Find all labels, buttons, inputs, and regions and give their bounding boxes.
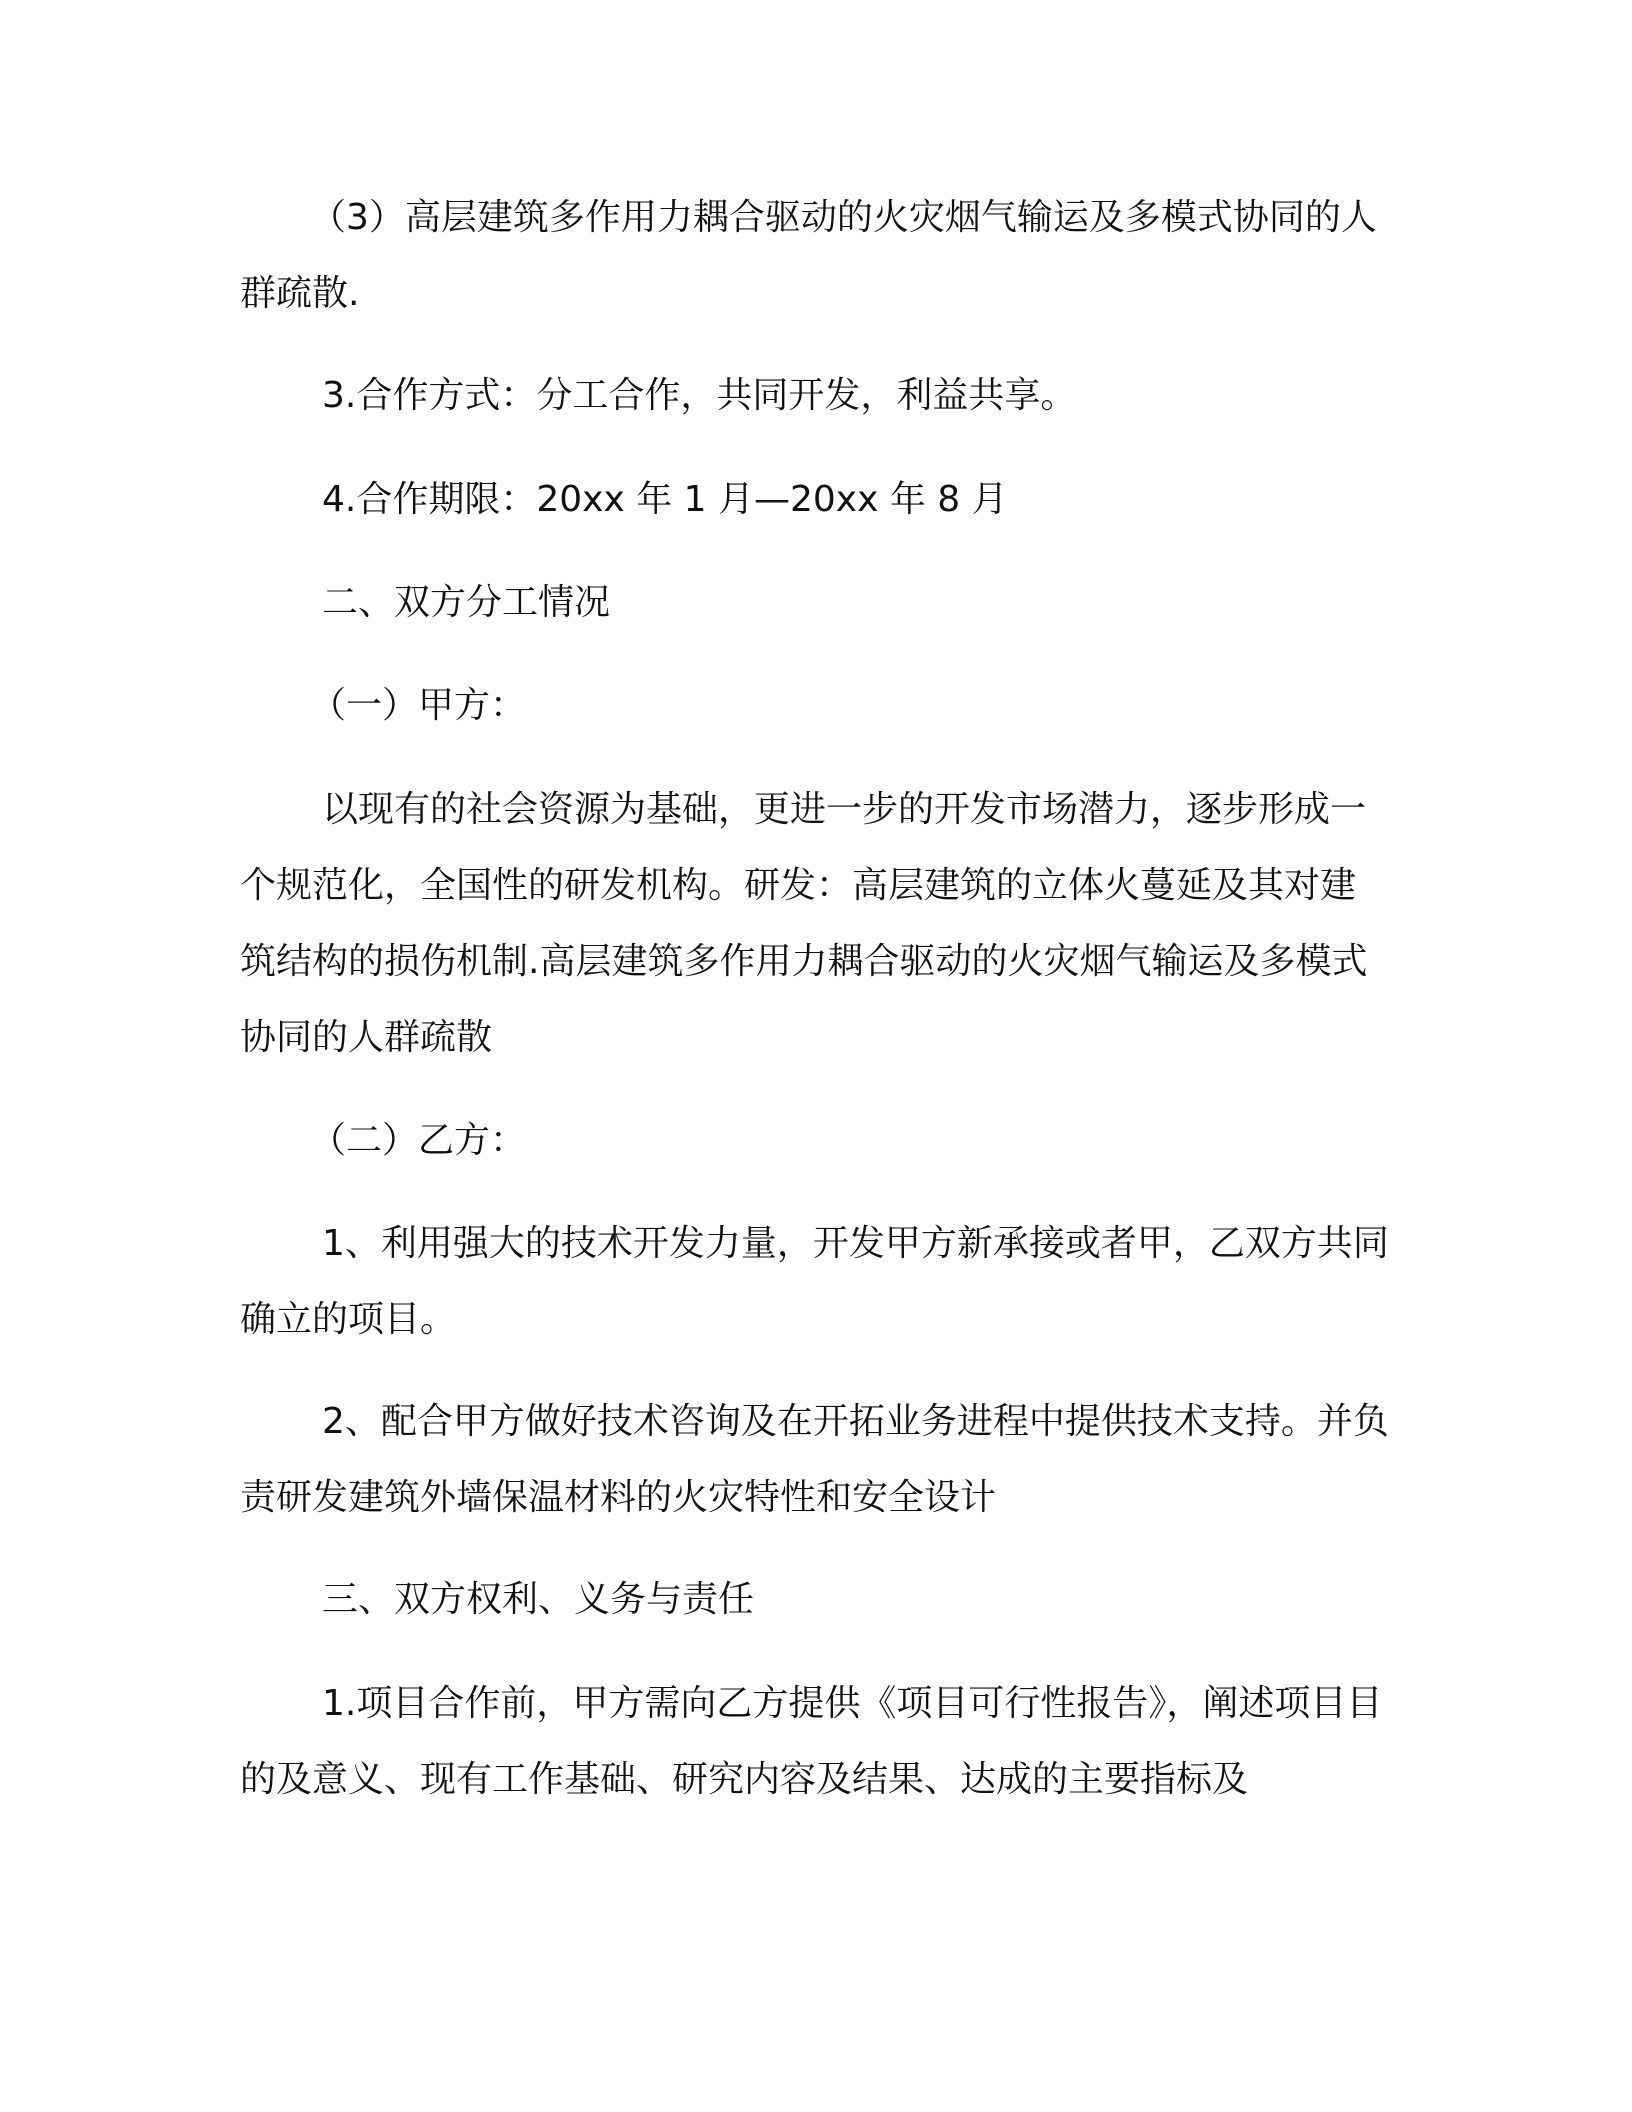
paragraph-cooperation-period: 4.合作期限：20xx 年 1 月—20xx 年 8 月	[322, 479, 1008, 520]
paragraph-party-a-duties: 以现有的社会资源为基础，更进一步的开发市场潜力，逐步形成一个规范化，全国性的研发机构。研发：高层建筑的立体火蔓延及其对建筑结构的损伤机制.高层建筑多作用力耦合驱动的火灾烟气输运及多模式协同的人群疏散	[240, 789, 1368, 1058]
section-heading-rights-obligations: 三、双方权利、义务与责任	[322, 1579, 755, 1620]
paragraph-feasibility-report: 1.项目合作前，甲方需向乙方提供《项目可行性报告》，阐述项目目的及意义、现有工作基础、研究内容及结果、达成的主要指标及	[240, 1683, 1383, 1800]
subheading-party-b: （二）乙方：	[310, 1120, 527, 1161]
paragraph-party-b-duty-1: 1、利用强大的技术开发力量，开发甲方新承接或者甲，乙双方共同确立的项目。	[240, 1223, 1389, 1340]
subheading-party-a: （一）甲方：	[310, 685, 527, 726]
paragraph-research-topic-3: （3）高层建筑多作用力耦合驱动的火灾烟气输运及多模式协同的人群疏散.	[240, 197, 1377, 314]
section-heading-division-of-labor: 二、双方分工情况	[322, 582, 611, 623]
paragraph-party-b-duty-2: 2、配合甲方做好技术咨询及在开拓业务进程中提供技术支持。并负责研发建筑外墙保温材料的火灾特性和安全设计	[240, 1401, 1389, 1518]
paragraph-cooperation-method: 3.合作方式：分工合作，共同开发，利益共享。	[322, 375, 1077, 416]
